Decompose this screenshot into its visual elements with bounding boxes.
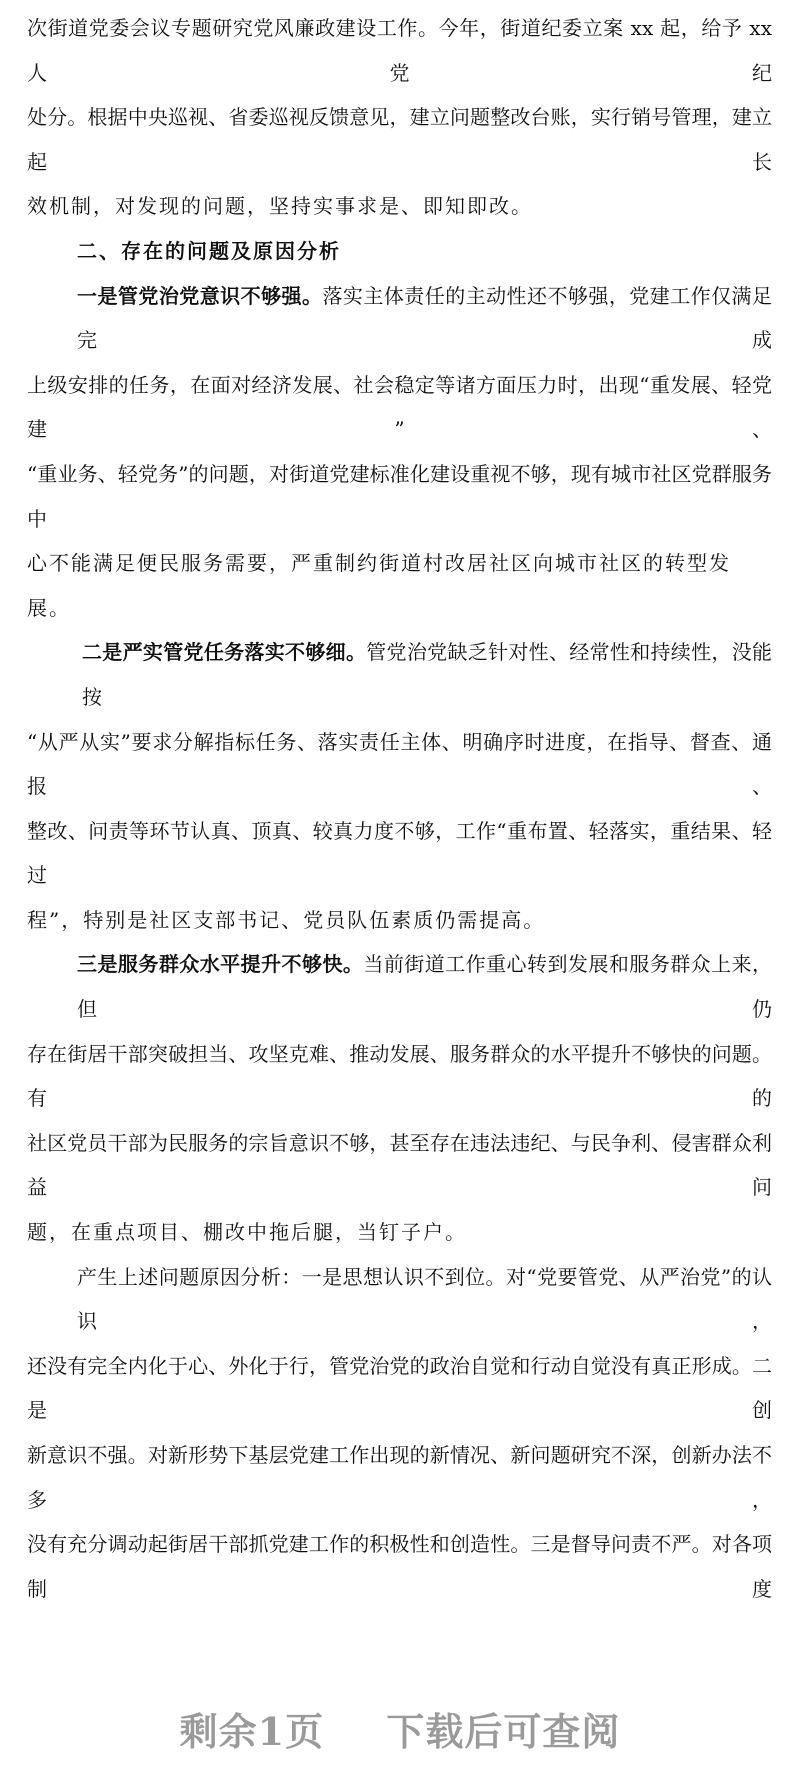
text-line [27, 1344, 772, 1433]
bold-lead-phrase: 三是服务群众水平提升不够快。 [77, 952, 364, 977]
text-line [27, 1210, 772, 1255]
remaining-pages-label: 剩余1页 [179, 1709, 325, 1755]
text-line [27, 942, 772, 1031]
line-text: 次街道党委会议专题研究党风廉政建设工作。今年，街道纪委立案 xx 起，给予 xx 人党纪 [27, 16, 772, 85]
text-line [27, 541, 772, 630]
text-line [27, 6, 772, 95]
text-line [27, 898, 772, 943]
text-line [27, 274, 772, 363]
bold-lead-phrase: 一是管党治党意识不够强。 [77, 283, 323, 308]
line-text: 整改、问责等环节认真、顶真、较真力度不够，工作“重布置、轻落实，重结果、轻过 [27, 818, 772, 888]
text-line [27, 1032, 772, 1121]
text-line [27, 1522, 772, 1611]
line-text: “从严从实”要求分解指标任务、落实责任主体、明确序时进度，在指导、督查、通报、 [27, 729, 772, 799]
download-prompt[interactable] [0, 1701, 800, 1786]
text-line [27, 95, 772, 184]
line-text: 社区党员干部为民服务的宗旨意识不够，甚至存在违法违纪、与民争利、侵害群众利益问 [27, 1130, 772, 1200]
text-line [27, 1255, 772, 1344]
line-text: 心不能满足便民服务需要，严重制约街道村改居社区向城市社区的转型发展。 [27, 551, 731, 620]
line-text: 存在街居干部突破担当、攻坚克难、推动发展、服务群众的水平提升不够快的问题。有的 [27, 1041, 772, 1111]
text-line [27, 720, 772, 809]
line-text: 还没有完全内化于心、外化于行，管党治党的政治自觉和行动自觉没有真正形成。二是创 [27, 1353, 772, 1423]
text-line [27, 363, 772, 452]
line-text: 处分。根据中央巡视、省委巡视反馈意见，建立问题整改台账，实行销号管理，建立起长 [27, 105, 772, 174]
heading-text: 二、存在的问题及原因分析 [77, 238, 341, 263]
text-line [27, 184, 772, 229]
text-line [27, 452, 772, 541]
line-text: “重业务、轻党务”的问题，对街道党建标准化建设重视不够，现有城市社区党群服务中 [27, 461, 772, 531]
text-line [27, 1121, 772, 1210]
section-heading [27, 229, 772, 274]
line-text: 效机制，对发现的问题，坚持实事求是、即知即改。 [27, 194, 533, 219]
text-line [27, 1433, 772, 1522]
line-text: 上级安排的任务，在面对经济发展、社会稳定等诸方面压力时，出现“重发展、轻党建”、 [27, 372, 772, 442]
line-text: 程”，特别是社区支部书记、党员队伍素质仍需提高。 [27, 907, 546, 932]
line-text: 没有充分调动起街居干部抓党建工作的积极性和创造性。三是督导问责不严。对各项制度 [27, 1532, 772, 1601]
line-text: 产生上述问题原因分析：一是思想认识不到位。对“党要管党、从严治党”的认识， [77, 1264, 772, 1334]
download-to-view-label: 下载后可查阅 [386, 1709, 621, 1755]
line-text: 当前街道工作重心转到发展和服务群众上来，但仍 [77, 952, 773, 1022]
bold-lead-phrase: 二是严实管党任务落实不够细。 [82, 640, 367, 665]
text-line [27, 630, 772, 719]
text-line [27, 809, 772, 898]
line-text: 管党治党缺乏针对性、经常性和持续性，没能按 [82, 640, 773, 709]
line-text: 新意识不强。对新形势下基层党建工作出现的新情况、新问题研究不深，创新办法不多， [27, 1443, 772, 1512]
line-text: 落实主体责任的主动性还不够强，党建工作仅满足完成 [77, 283, 773, 353]
document-body [27, 0, 772, 1611]
line-text: 题，在重点项目、棚改中拖后腿，当钉子户。 [27, 1220, 467, 1245]
